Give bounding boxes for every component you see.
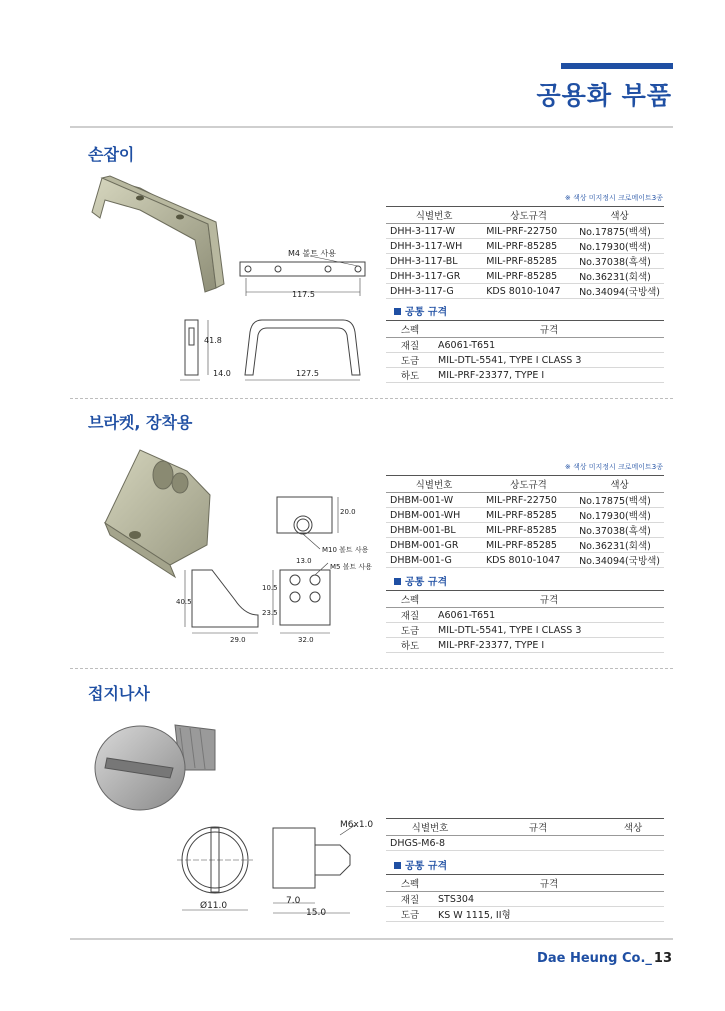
header-divider [70, 126, 673, 128]
cell-spec: MIL-PRF-22750 [482, 224, 575, 239]
table-row [386, 254, 664, 269]
cell-spec: MIL-PRF-85285 [482, 508, 575, 523]
bracket-m10-label: M10 볼트 사용 [322, 546, 369, 554]
footer [537, 951, 672, 966]
page-title: 공용화 부품 [536, 81, 672, 110]
col-header: 식별번호 [386, 819, 474, 836]
handle-spec-table [386, 206, 664, 299]
ground-screw-thread-label: M6x1.0 [340, 820, 374, 830]
table-row [386, 508, 664, 523]
table-row [386, 907, 664, 922]
table-row [386, 269, 664, 284]
handle-common-title [394, 303, 447, 318]
col-header: 식별번호 [386, 207, 482, 224]
bracket-drawing [95, 435, 385, 650]
cell-color: No.36231(회색) [575, 538, 664, 553]
cell-spec: MIL-PRF-85285 [482, 239, 575, 254]
cell-color: No.17930(백색) [575, 239, 664, 254]
handle-3d-image [92, 176, 224, 292]
title-accent-bar [561, 63, 673, 69]
cell-value: KS W 1115, II형 [434, 907, 664, 922]
col-header: 색상 [575, 476, 664, 493]
bracket-m5-label: M5 볼트 사용 [330, 563, 372, 571]
ground-screw-d7-label: 7.0 [286, 896, 301, 906]
cell-color: No.17930(백색) [575, 508, 664, 523]
section-title-bracket: 브라켓, 장착용 [88, 413, 193, 432]
common-title-text: 공통 규격 [405, 577, 448, 588]
cell-color: No.36231(회색) [575, 269, 664, 284]
common-title-text: 공통 규격 [405, 861, 448, 872]
cell-spec: 도금 [386, 353, 434, 368]
col-header: 스펙 [386, 875, 434, 892]
handle-length2-label: 127.5 [296, 369, 319, 378]
table-row [386, 338, 664, 353]
col-header: 규격 [434, 875, 664, 892]
bracket-d20-label: 20.0 [340, 508, 356, 516]
section-divider [70, 398, 673, 399]
col-header: 스펙 [386, 591, 434, 608]
cell-id: DHH-3-117-W [386, 224, 482, 239]
cell-value: MIL-DTL-5541, TYPE I CLASS 3 [434, 623, 664, 638]
common-title-text: 공통 규격 [405, 307, 448, 318]
table-row [386, 892, 664, 907]
bracket-d105-label: 10.5 [262, 584, 278, 592]
cell-color [602, 836, 664, 851]
cell-color: No.34094(국방색) [575, 553, 664, 568]
cell-id: DHBM-001-W [386, 493, 482, 508]
ground-screw-d15-label: 15.0 [306, 908, 327, 918]
cell-spec: 재질 [386, 338, 434, 353]
table-row [386, 638, 664, 653]
cell-spec: 하도 [386, 368, 434, 383]
cell-spec: KDS 8010-1047 [482, 553, 575, 568]
bracket-color-note: ※ 색상 미지정시 크로메이트3종 [564, 463, 663, 471]
bracket-common-title [394, 573, 447, 588]
handle-height-label: 41.8 [204, 336, 222, 345]
bracket-d29-label: 29.0 [230, 636, 246, 644]
handle-color-note: ※ 색상 미지정시 크로메이트3종 [564, 194, 663, 202]
cell-color: No.17875(백색) [575, 224, 664, 239]
cell-value: A6061-T651 [434, 338, 664, 353]
cell-spec: MIL-PRF-22750 [482, 493, 575, 508]
cell-id: DHBM-001-WH [386, 508, 482, 523]
cell-id: DHGS-M6-8 [386, 836, 474, 851]
cell-color: No.34094(국방색) [575, 284, 664, 299]
ground-screw-common-title [394, 857, 447, 872]
bracket-spec-table [386, 475, 664, 568]
cell-id: DHBM-001-G [386, 553, 482, 568]
cell-spec [474, 836, 602, 851]
col-header: 상도규격 [482, 207, 575, 224]
bracket-3d-image [105, 450, 210, 577]
cell-color: No.17875(백색) [575, 493, 664, 508]
handle-length-label: 117.5 [292, 290, 315, 299]
cell-color: No.37038(흑색) [575, 523, 664, 538]
handle-bolt-label: M4 볼트 사용 [288, 249, 336, 258]
bullet-square-icon [394, 862, 401, 869]
cell-id: DHH-3-117-G [386, 284, 482, 299]
table-row [386, 608, 664, 623]
cell-id: DHH-3-117-WH [386, 239, 482, 254]
handle-width-label: 14.0 [213, 369, 231, 378]
col-header: 상도규격 [482, 476, 575, 493]
col-header: 스펙 [386, 321, 434, 338]
cell-value: MIL-DTL-5541, TYPE I CLASS 3 [434, 353, 664, 368]
cell-spec: 재질 [386, 892, 434, 907]
cell-id: DHBM-001-BL [386, 523, 482, 538]
ground-screw-spec-table [386, 818, 664, 851]
section-title-ground-screw: 접지나사 [88, 684, 150, 703]
table-row [386, 224, 664, 239]
table-row [386, 836, 664, 851]
bracket-d235-label: 23.5 [262, 609, 278, 617]
footer-company: Dae Heung Co._ [537, 951, 652, 966]
bullet-square-icon [394, 308, 401, 315]
table-row [386, 353, 664, 368]
cell-spec: 하도 [386, 638, 434, 653]
ground-screw-3d-image [95, 725, 215, 810]
section-divider [70, 668, 673, 669]
ground-screw-drawing [85, 710, 385, 925]
cell-value: STS304 [434, 892, 664, 907]
table-row [386, 368, 664, 383]
bullet-square-icon [394, 578, 401, 585]
cell-spec: MIL-PRF-85285 [482, 269, 575, 284]
cell-spec: 도금 [386, 623, 434, 638]
ground-screw-dia-label: Ø11.0 [200, 901, 228, 911]
ground-screw-common-table [386, 874, 664, 922]
bracket-common-table [386, 590, 664, 653]
col-header: 규격 [434, 321, 664, 338]
cell-spec: MIL-PRF-85285 [482, 523, 575, 538]
cell-spec: MIL-PRF-85285 [482, 538, 575, 553]
table-row [386, 284, 664, 299]
table-row [386, 553, 664, 568]
cell-id: DHH-3-117-BL [386, 254, 482, 269]
table-row [386, 538, 664, 553]
col-header: 규격 [434, 591, 664, 608]
cell-spec: 재질 [386, 608, 434, 623]
cell-value: MIL-PRF-23377, TYPE I [434, 638, 664, 653]
page-number: 13 [653, 951, 672, 966]
cell-color: No.37038(흑색) [575, 254, 664, 269]
bracket-d405-label: 40.5 [176, 598, 192, 606]
table-row [386, 493, 664, 508]
footer-divider [70, 938, 673, 940]
cell-id: DHBM-001-GR [386, 538, 482, 553]
bracket-d13-label: 13.0 [296, 557, 312, 565]
cell-spec: MIL-PRF-85285 [482, 254, 575, 269]
col-header: 색상 [602, 819, 664, 836]
table-row [386, 623, 664, 638]
cell-spec: KDS 8010-1047 [482, 284, 575, 299]
col-header: 규격 [474, 819, 602, 836]
handle-common-table [386, 320, 664, 383]
table-row [386, 523, 664, 538]
handle-drawing [80, 170, 380, 395]
table-row [386, 239, 664, 254]
bracket-d32-label: 32.0 [298, 636, 314, 644]
col-header: 색상 [575, 207, 664, 224]
col-header: 식별번호 [386, 476, 482, 493]
cell-value: MIL-PRF-23377, TYPE I [434, 368, 664, 383]
cell-id: DHH-3-117-GR [386, 269, 482, 284]
cell-spec: 도금 [386, 907, 434, 922]
cell-value: A6061-T651 [434, 608, 664, 623]
section-title-handle: 손잡이 [88, 145, 135, 164]
